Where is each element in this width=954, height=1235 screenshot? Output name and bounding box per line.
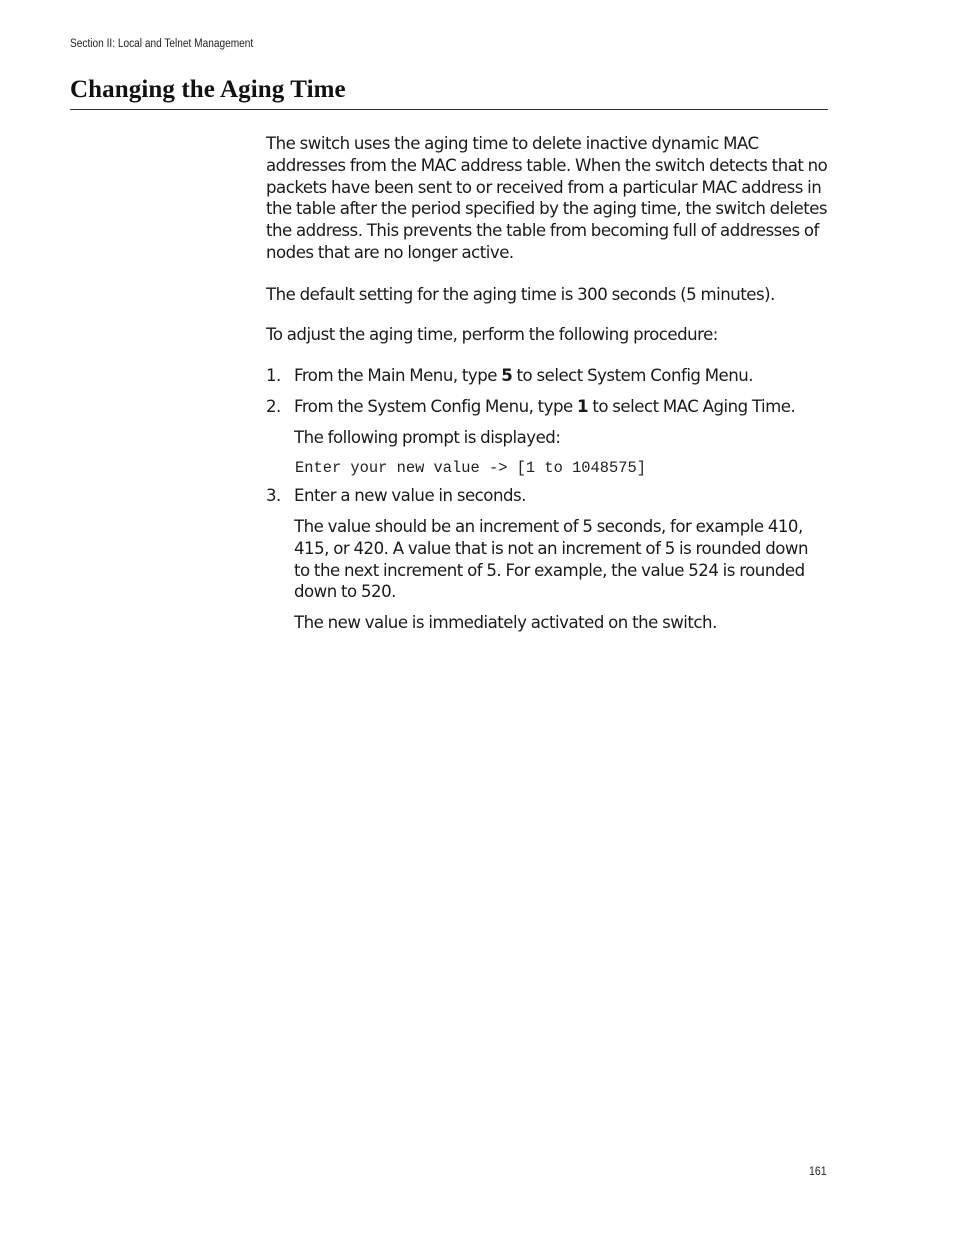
step-key: 5	[501, 366, 513, 385]
step-3	[266, 485, 526, 507]
step-number: 3.	[266, 486, 281, 505]
procedure-intro-paragraph: To adjust the aging time, perform the following procedure:	[266, 325, 718, 344]
step-3-note: The value should be an increment of 5 seconds, for example 410, 415, or 420. A value that is not an increment of 5 is rounded down to the next increment of 5. For example, the value 524 is rounded down to 520.	[294, 517, 809, 602]
step-text: From the System Config Menu, type	[294, 397, 578, 416]
step-1	[266, 365, 753, 387]
title-rule	[70, 109, 828, 110]
step-number: 1.	[266, 366, 281, 385]
step-2	[266, 396, 795, 418]
step-text: From the Main Menu, type	[294, 366, 502, 385]
page-number: 161	[809, 1164, 827, 1178]
default-setting-paragraph: The default setting for the aging time is 300 seconds (5 minutes).	[266, 285, 775, 304]
step-2-note: The following prompt is displayed:	[294, 428, 561, 447]
intro-paragraph: The switch uses the aging time to delete inactive dynamic MAC addresses from the MAC address table. When the switch detects that no packets have been sent to or received from a particular MAC address in the table after the period specified by the aging time, the switch deletes the address. This prevents the table from becoming full of addresses of nodes that are no longer active.	[266, 134, 828, 262]
step-number: 2.	[266, 397, 281, 416]
section-title: Changing the Aging Time	[70, 76, 346, 103]
step-key: 1	[577, 397, 589, 416]
running-header: Section II: Local and Telnet Management	[70, 38, 254, 50]
prompt-code: Enter your new value -> [1 to 1048575]	[295, 459, 646, 477]
step-text: Enter a new value in seconds.	[294, 486, 526, 505]
step-3-note-2: The new value is immediately activated on the switch.	[294, 613, 717, 632]
step-text: to select MAC Aging Time.	[588, 397, 796, 416]
step-text: to select System Config Menu.	[512, 366, 754, 385]
